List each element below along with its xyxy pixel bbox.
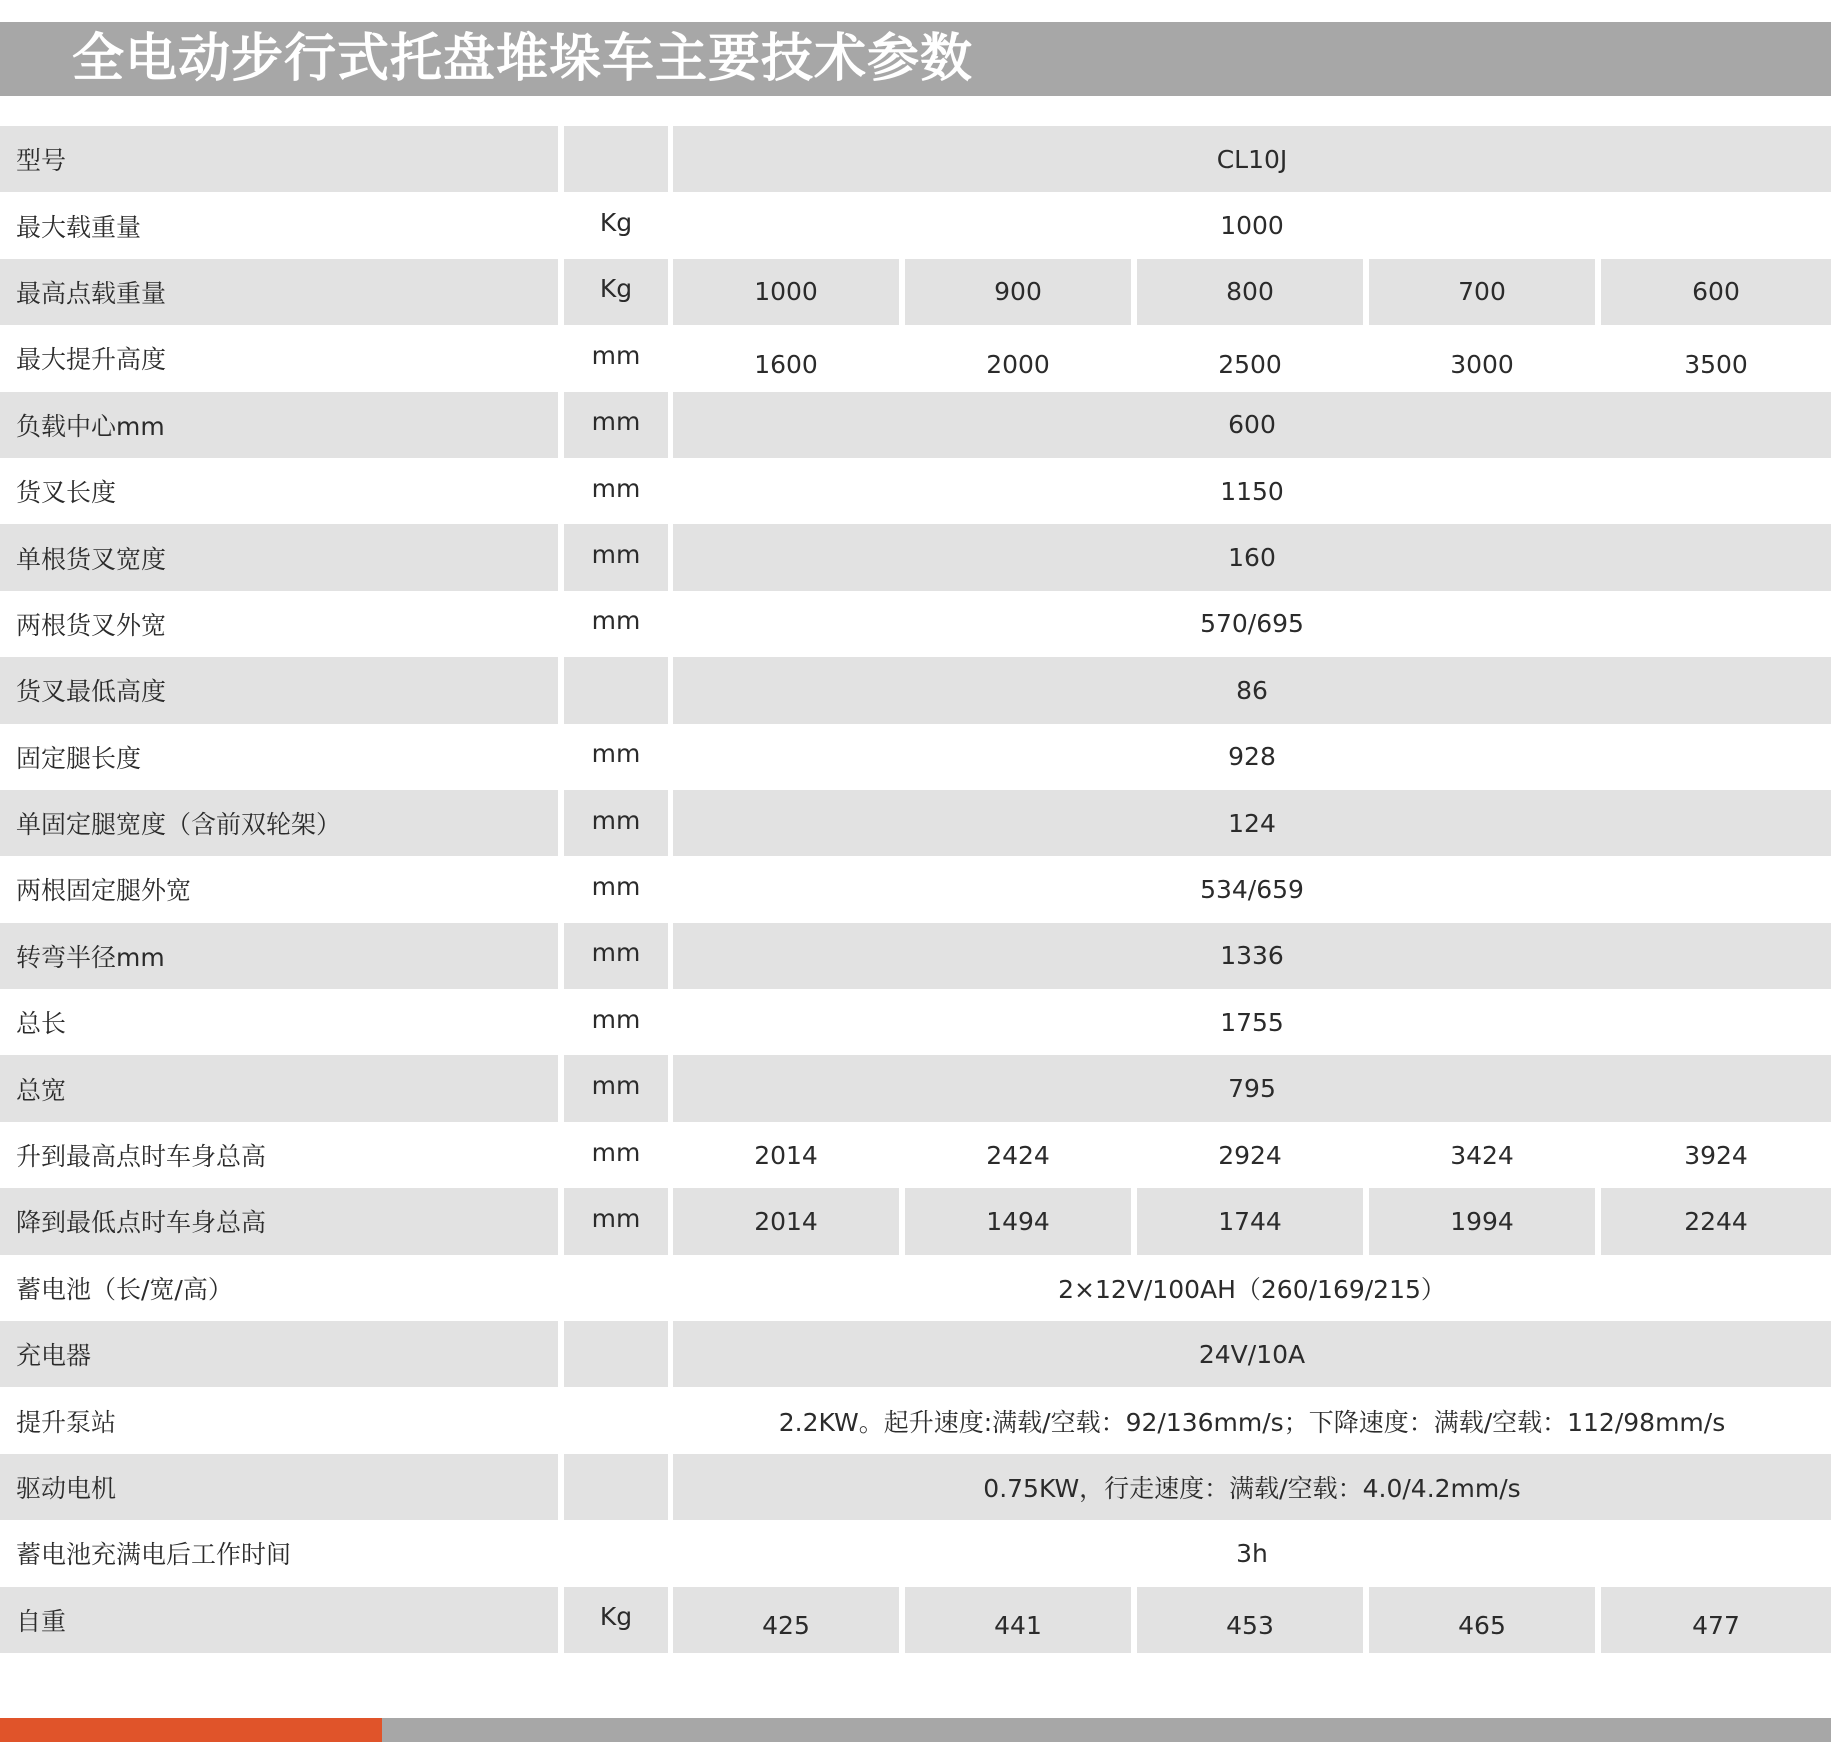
row-value: CL10J: [673, 126, 1831, 192]
row-label: 固定腿长度: [16, 743, 142, 773]
row-label: 驱动电机: [0, 1454, 558, 1520]
table-row: [0, 657, 1831, 723]
row-unit: [564, 259, 668, 325]
row-unit: [564, 1520, 668, 1586]
row-unit: [564, 458, 668, 524]
value-text: 2014: [754, 1140, 818, 1170]
row-value-cell: [1137, 1188, 1363, 1254]
page-title: 全电动步行式托盘堆垛车主要技术参数: [72, 29, 974, 89]
row-unit: [564, 392, 668, 458]
row-unit: [564, 989, 668, 1055]
table-row: [0, 1520, 1831, 1586]
row-unit: [564, 1587, 668, 1653]
row-label: 单固定腿宽度（含前双轮架）: [0, 790, 558, 856]
row-value: 24V/10A: [673, 1321, 1831, 1387]
row-unit: [564, 1255, 668, 1321]
unit-text: Kg: [599, 208, 633, 238]
table-row: [0, 1454, 1831, 1520]
row-label: 型号: [0, 126, 558, 192]
value-text: 2014: [754, 1206, 818, 1236]
value-text: 3424: [1450, 1140, 1514, 1170]
row-unit: [564, 192, 668, 258]
row-value: 600: [673, 392, 1831, 458]
unit-text: mm: [591, 407, 641, 437]
table-row: [0, 392, 1831, 458]
row-label: 降到最低点时车身总高: [0, 1188, 558, 1254]
row-value-cell: [1369, 1587, 1595, 1653]
row-value: 2.2KW。起升速度:满载/空载：92/136mm/s；下降速度：满载/空载：112/98mm/s: [778, 1407, 1726, 1437]
row-value: 928: [1228, 742, 1276, 772]
table-row: [0, 126, 1831, 192]
row-unit: [564, 790, 668, 856]
value-text: 3000: [1450, 349, 1514, 379]
row-unit: [564, 1122, 668, 1188]
row-unit: [564, 524, 668, 590]
value-text: 477: [1692, 1611, 1740, 1641]
row-label: 充电器: [0, 1321, 558, 1387]
unit-text: mm: [591, 871, 641, 901]
row-value: 1150: [1220, 476, 1284, 506]
value-text: 1744: [1218, 1206, 1282, 1236]
table-row: [0, 458, 1831, 524]
row-value-cell: [1369, 1188, 1595, 1254]
row-unit: [564, 1055, 668, 1121]
unit-text: mm: [591, 805, 641, 835]
table-row: [0, 923, 1831, 989]
row-label: 升到最高点时车身总高: [16, 1142, 267, 1172]
table-row: [0, 325, 1831, 391]
row-label: 转弯半径mm: [0, 923, 558, 989]
value-text: 2500: [1218, 349, 1282, 379]
unit-text: mm: [591, 473, 641, 503]
row-value-cell: [1601, 1122, 1831, 1188]
value-text: 1600: [754, 349, 818, 379]
unit-text: mm: [591, 540, 641, 570]
row-value-cell: [1601, 1587, 1831, 1653]
table-row: [0, 524, 1831, 590]
value-text: 425: [762, 1611, 810, 1641]
row-unit: [564, 126, 668, 192]
row-label: 总宽: [0, 1055, 558, 1121]
footer-bar: [382, 1718, 1831, 1742]
row-label: 提升泵站: [16, 1407, 117, 1437]
value-text: 900: [994, 277, 1042, 307]
row-value: 160: [673, 524, 1831, 590]
unit-text: mm: [591, 739, 641, 769]
row-label: 最大载重量: [16, 212, 142, 242]
value-text: 3924: [1684, 1140, 1748, 1170]
row-value-cell: [905, 1188, 1131, 1254]
value-text: 3500: [1684, 349, 1748, 379]
row-label: 货叉最低高度: [0, 657, 558, 723]
unit-text: mm: [591, 340, 641, 370]
table-row: [0, 724, 1831, 790]
value-text: 441: [994, 1611, 1042, 1641]
row-value-cell: [673, 1122, 899, 1188]
row-value-cell: [905, 259, 1131, 325]
unit-text: mm: [591, 1137, 641, 1167]
row-value-cell: [673, 1188, 899, 1254]
unit-text: mm: [591, 1004, 641, 1034]
row-label: 蓄电池（长/宽/高）: [16, 1274, 233, 1304]
row-unit: [564, 1321, 668, 1387]
table-row: [0, 259, 1831, 325]
row-unit: [564, 591, 668, 657]
row-value-cell: [905, 1122, 1131, 1188]
table-row: [0, 1122, 1831, 1188]
row-unit: [564, 724, 668, 790]
table-row: [0, 1255, 1831, 1321]
row-value-cell: [1137, 1122, 1363, 1188]
row-value-cell: [1137, 1587, 1363, 1653]
value-text: 1994: [1450, 1206, 1514, 1236]
row-value: 570/695: [1200, 609, 1304, 639]
table-row: [0, 1188, 1831, 1254]
row-value-cell: [1137, 259, 1363, 325]
table-row: [0, 1055, 1831, 1121]
table-row: [0, 790, 1831, 856]
row-value-cell: [1601, 259, 1831, 325]
table-row: [0, 192, 1831, 258]
row-unit: [564, 1387, 668, 1453]
value-text: 1494: [986, 1206, 1050, 1236]
row-value-cell: [1369, 1122, 1595, 1188]
row-value: 1000: [1220, 211, 1284, 241]
row-value: 1336: [673, 923, 1831, 989]
unit-text: Kg: [599, 274, 633, 304]
table-row: [0, 989, 1831, 1055]
value-text: 465: [1458, 1611, 1506, 1641]
spec-table: [0, 126, 1831, 1653]
row-value-cell: [1601, 1188, 1831, 1254]
row-label: 负载中心mm: [0, 392, 558, 458]
value-text: 2424: [986, 1140, 1050, 1170]
row-value: 1755: [1220, 1007, 1284, 1037]
row-value-cell: [1369, 259, 1595, 325]
unit-text: mm: [591, 1071, 641, 1101]
row-value-cell: [905, 325, 1131, 391]
row-value-cell: [1369, 325, 1595, 391]
footer-accent-bar: [0, 1718, 382, 1742]
row-value: 0.75KW，行走速度：满载/空载：4.0/4.2mm/s: [673, 1454, 1831, 1520]
value-text: 453: [1226, 1611, 1274, 1641]
table-row: [0, 591, 1831, 657]
unit-text: Kg: [599, 1602, 633, 1632]
row-value: 795: [673, 1055, 1831, 1121]
row-unit: [564, 1188, 668, 1254]
row-unit: [564, 1454, 668, 1520]
row-label: 总长: [16, 1009, 67, 1039]
table-row: [0, 856, 1831, 922]
row-value-cell: [1137, 325, 1363, 391]
row-label: 货叉长度: [16, 478, 117, 508]
value-text: 2244: [1684, 1206, 1748, 1236]
row-value: 124: [673, 790, 1831, 856]
row-label: 最大提升高度: [16, 345, 167, 375]
row-value: 86: [673, 657, 1831, 723]
row-value-cell: [673, 259, 899, 325]
row-label: 单根货叉宽度: [0, 524, 558, 590]
table-row: [0, 1321, 1831, 1387]
unit-text: mm: [591, 938, 641, 968]
value-text: 2924: [1218, 1140, 1282, 1170]
row-value: 2×12V/100AH（260/169/215）: [1058, 1274, 1446, 1304]
row-value: 3h: [1236, 1538, 1268, 1568]
value-text: 700: [1458, 277, 1506, 307]
unit-text: mm: [591, 606, 641, 636]
row-unit: [564, 657, 668, 723]
row-unit: [564, 856, 668, 922]
row-label: 蓄电池充满电后工作时间: [16, 1540, 292, 1570]
row-value-cell: [673, 1587, 899, 1653]
row-unit: [564, 923, 668, 989]
row-value: 534/659: [1200, 874, 1304, 904]
title-bar: [0, 22, 1831, 96]
value-text: 1000: [754, 277, 818, 307]
row-value-cell: [673, 325, 899, 391]
row-label: 最高点载重量: [0, 259, 558, 325]
row-label: 两根货叉外宽: [16, 610, 167, 640]
unit-text: mm: [591, 1203, 641, 1233]
row-unit: [564, 325, 668, 391]
value-text: 800: [1226, 277, 1274, 307]
row-value-cell: [905, 1587, 1131, 1653]
row-label: 自重: [0, 1587, 558, 1653]
table-row: [0, 1587, 1831, 1653]
row-value-cell: [1601, 325, 1831, 391]
value-text: 2000: [986, 349, 1050, 379]
row-label: 两根固定腿外宽: [16, 876, 192, 906]
value-text: 600: [1692, 277, 1740, 307]
table-row: [0, 1387, 1831, 1453]
